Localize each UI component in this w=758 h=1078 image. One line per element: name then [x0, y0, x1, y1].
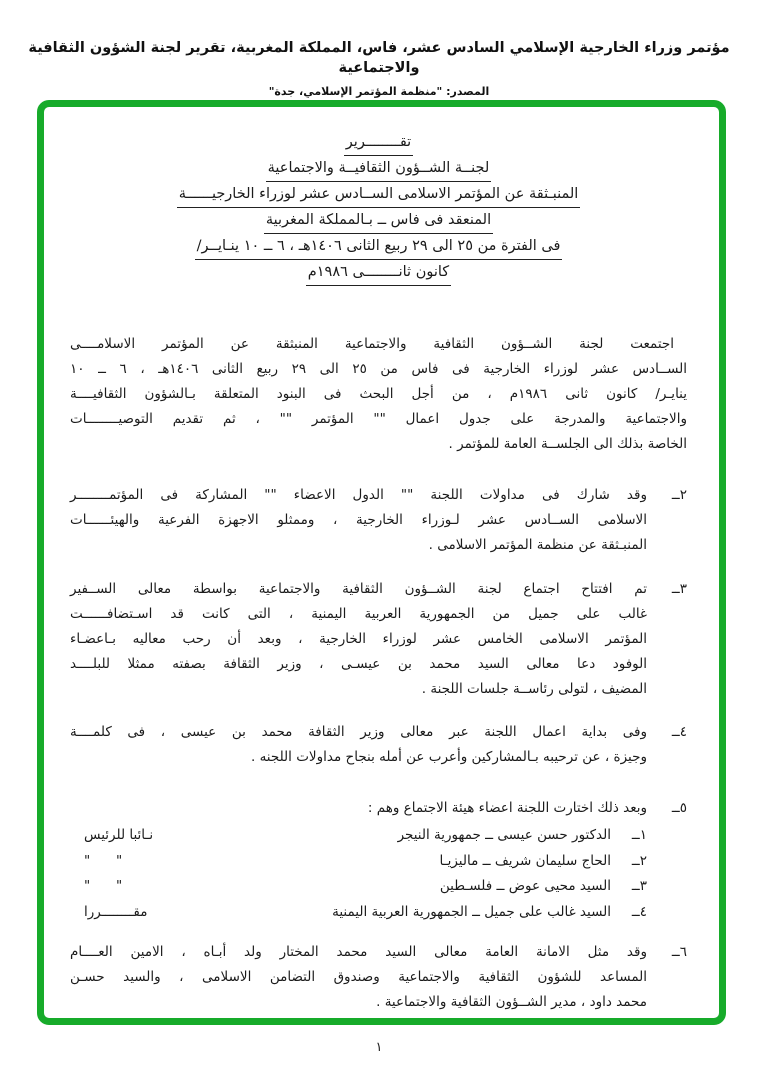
- report-title-line: لجنــة الشــؤون الثقافيــة والاجتماعية: [70, 157, 687, 182]
- paragraph-line: الســادس عشر لوزراء الخارجية فى فاس من ٢٥ الى ٢٩ ربيع الثانى ١٤٠٦هـ ، ٦ ــ ١٠: [70, 361, 687, 377]
- header-source-line: المصدر: "منظمة المؤتمر الإسلامي، جدة": [268, 85, 490, 98]
- member-name: السيد محيى عوض ــ فلسـطين: [439, 878, 611, 894]
- paragraph-2: [70, 483, 687, 558]
- paragraph-number: ٥ــ: [671, 800, 687, 816]
- paragraph-line: وجيزة ، عن ترحيبه بـالمشاركين وأعرب عن أمله بنجاح مداولات اللجنه .: [250, 749, 647, 765]
- paragraph-line: الاسلامى الســادس عشر لـوزراء الخارجية ، وممثلو الاجهزة الفرعية والهيئــــــات: [70, 512, 647, 528]
- paragraph-4: [70, 720, 687, 770]
- paragraph-line: المؤتمر الاسلامى الخامس عشر لوزراء الخارجية ، وبعد أن رحب معاليه بـاعضـاء: [70, 631, 647, 647]
- paragraph-line: المضيف ، لتولى رئاســة جلسات اللجنة .: [421, 681, 647, 697]
- paragraph-line: الوفود دعا معالى السيد محمد بن عيسـى ، وزير الثقافة بصفته ممثلا للبلــــد: [70, 656, 647, 672]
- document-header: [0, 0, 758, 98]
- member-number: ١ــ: [631, 827, 647, 843]
- member-role-ditto: " ": [84, 878, 123, 894]
- report-title-line: المنعقد فى فاس ــ بـالمملكة المغربية: [70, 209, 687, 234]
- report-title-block: [70, 131, 687, 286]
- paragraph-line: ينايـر/ كانون ثانى ١٩٨٦م ، من أجل البحث فى البنود المتعلقة بـالشؤون الثقافيــــة: [70, 386, 688, 402]
- paragraph-6: [70, 940, 687, 1015]
- member-row: [84, 849, 647, 875]
- member-number: ٤ــ: [631, 903, 647, 920]
- paragraph-line: وقد مثل الامانة العامة معالى السيد محمد المختار ولد أبـاه ، الامين العــــام: [70, 944, 647, 960]
- paragraph-line: تم افتتاح اجتماع لجنة الشــؤون الثقافية والاجتماعية بواسطة معالى الســفير: [70, 581, 647, 597]
- paragraph-number: ٤ــ: [671, 724, 687, 740]
- paragraph-number: ٦ــ: [671, 944, 687, 960]
- paragraph-number: ٢ــ: [671, 487, 687, 503]
- paragraph-1: [70, 332, 687, 457]
- report-title-line: تقــــــــرير: [70, 131, 687, 156]
- paragraph-number: ٣ــ: [671, 581, 687, 597]
- report-title-line: فى الفترة من ٢٥ الى ٢٩ ربيع الثانى ١٤٠٦هـ ، ٦ ــ ١٠ ينـايــر/: [70, 235, 687, 260]
- document-body: [44, 107, 719, 1015]
- page-number: ١: [375, 1040, 383, 1055]
- report-title-line: كانون ثانــــــــى ١٩٨٦م: [70, 261, 687, 286]
- paragraph-line: وبعد ذلك اختارت اللجنة اعضاء هيئة الاجتماع وهم :: [367, 800, 647, 816]
- report-title-line: المنبـثقة عن المؤتمر الاسلامى الســادس عشر لوزراء الخارجيــــــة: [70, 183, 687, 208]
- member-name: السيد غالب على جميل ــ الجمهورية العربية اليمنية: [332, 903, 611, 920]
- green-scan-frame: [37, 100, 726, 1025]
- header-title: مؤتمر وزراء الخارجية الإسلامي السادس عشر، فاس، المملكة المغربية، تقرير لجنة الشؤون الثقافية والاجتماعية: [28, 40, 730, 76]
- paragraph-line: محمد داود ، مدير الشــؤون الثقافية والاجتماعية .: [376, 994, 647, 1010]
- member-role: نـائبا للرئيس: [84, 827, 154, 843]
- paragraph-line: المساعد للشؤون الثقافية والاجتماعية وصندوق التضامن الاسلامى ، والسيد حسـن: [70, 969, 647, 985]
- paragraph-5: [70, 796, 687, 821]
- paragraph-line: وقد شارك فى مداولات اللجنة "" الدول الاعضاء "" المشاركة فى المؤتمــــــــر: [70, 487, 647, 503]
- member-role: مقــــــــررا: [84, 903, 148, 920]
- paragraph-line: وفى بداية اعمال اللجنة عبر معالى وزير الثقافة محمد بن عيسى ، فى كلمــــة: [70, 724, 647, 740]
- paragraph-line: والاجتماعية والمدرجة على جدول اعمال "" المؤتمر "" ، ثم تقديم التوصيــــــــات: [70, 411, 687, 427]
- paragraph-line: اجتمعت لجنة الشــؤون الثقافية والاجتماعية المنبثقة عن المؤتمر الاسلامــــى: [70, 336, 674, 352]
- committee-members-list: [84, 823, 647, 925]
- paragraph-line: غالب على جميل من الجمهورية العربية اليمنية ، التى كانت قد اسـتضافــــــت: [70, 606, 647, 622]
- paragraph-line: الخاصة بذلك الى الجلســة العامة للمؤتمر .: [448, 436, 687, 452]
- member-name: الدكتور حسن عيسى ــ جمهورية النيجر: [397, 827, 611, 843]
- member-row: [84, 900, 647, 926]
- paragraph-3: [70, 577, 687, 702]
- member-number: ٣ــ: [631, 878, 647, 894]
- member-name: الحاج سليمان شريف ــ ماليزيـا: [439, 852, 611, 869]
- paragraph-line: المنبـثقة عن منظمة المؤتمر الاسلامى .: [428, 537, 647, 553]
- member-row: [84, 874, 647, 900]
- member-role-ditto: " ": [84, 852, 123, 869]
- member-row: [84, 823, 647, 849]
- member-number: ٢ــ: [631, 852, 647, 869]
